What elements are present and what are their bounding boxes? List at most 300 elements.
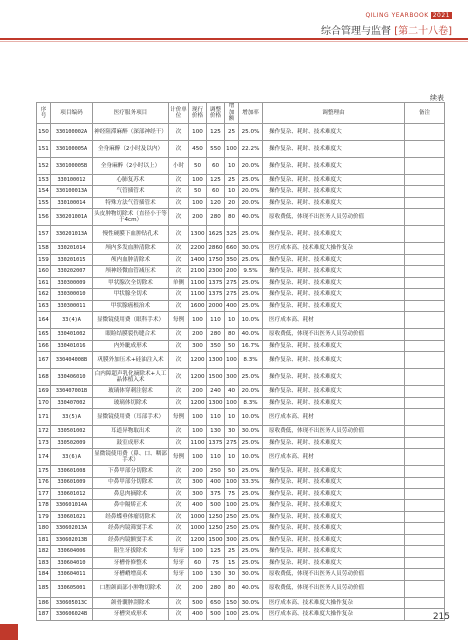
increase-amount: 75 xyxy=(225,488,239,499)
service-name: 甲状腺癌根治术 xyxy=(93,300,169,311)
row-number: 177 xyxy=(37,488,51,499)
current-price: 100 xyxy=(189,426,207,437)
page-header xyxy=(0,0,468,44)
adjusted-price: 1375 xyxy=(207,277,225,288)
service-name: 下鼻甲部分切除术 xyxy=(93,466,169,477)
table-row xyxy=(37,580,445,597)
service-name: 白内障超声乳化摘除术+人工晶体植入术 xyxy=(93,369,169,386)
increase-rate: 30.0% xyxy=(239,426,263,437)
remarks xyxy=(405,369,445,386)
increase-amount: 275 xyxy=(225,289,239,300)
remarks xyxy=(405,243,445,254)
service-name: 耳道异物取出术 xyxy=(93,426,169,437)
service-name: 全身麻醉（2小时以上） xyxy=(93,158,169,175)
remarks xyxy=(405,186,445,197)
adjustment-reason: 操作复杂、耗时、技术难度大 xyxy=(263,124,405,141)
adjusted-price: 1250 xyxy=(207,511,225,522)
row-number: 174 xyxy=(37,449,51,466)
increase-rate: 22.2% xyxy=(239,141,263,158)
increase-rate: 30.0% xyxy=(239,597,263,608)
table-row xyxy=(37,477,445,488)
item-code: 330605001 xyxy=(51,580,93,597)
row-number: 162 xyxy=(37,289,51,300)
row-number: 170 xyxy=(37,397,51,408)
increase-amount: 150 xyxy=(225,597,239,608)
item-code: 330502009 xyxy=(51,437,93,448)
increase-rate: 10.0% xyxy=(239,449,263,466)
current-price: 1000 xyxy=(189,511,207,522)
increase-amount: 200 xyxy=(225,266,239,277)
row-number: 186 xyxy=(37,597,51,608)
row-number: 159 xyxy=(37,254,51,265)
pricing-unit: 次 xyxy=(169,511,189,522)
item-code: 330406010 xyxy=(51,369,93,386)
adjustment-reason: 操作复杂、耗时、技术难度大 xyxy=(263,511,405,522)
adjustment-reason: 操作复杂、耗时、技术难度大 xyxy=(263,437,405,448)
pricing-unit: 次 xyxy=(169,243,189,254)
increase-amount: 30 xyxy=(225,426,239,437)
adjusted-price: 350 xyxy=(207,340,225,351)
remarks xyxy=(405,546,445,557)
increase-amount: 350 xyxy=(225,254,239,265)
increase-amount: 250 xyxy=(225,523,239,534)
increase-rate: 25.0% xyxy=(239,557,263,568)
current-price: 100 xyxy=(189,124,207,141)
current-price: 100 xyxy=(189,409,207,426)
table-row xyxy=(37,511,445,522)
year-badge: 2021 xyxy=(432,12,450,19)
increase-amount: 300 xyxy=(225,534,239,545)
service-name: 颌骨囊肿刮除术 xyxy=(93,597,169,608)
column-header: 计价单位 xyxy=(169,103,189,124)
remarks xyxy=(405,437,445,448)
pricing-unit: 次 xyxy=(169,340,189,351)
increase-amount: 100 xyxy=(225,397,239,408)
item-code: 33(5)A xyxy=(51,409,93,426)
remarks xyxy=(405,500,445,511)
increase-amount: 20 xyxy=(225,197,239,208)
increase-rate: 25.0% xyxy=(239,534,263,545)
increase-rate: 40.0% xyxy=(239,209,263,226)
remarks xyxy=(405,209,445,226)
service-name: 玻璃体穿刺注射术 xyxy=(93,386,169,397)
service-name: 显微镜使用费（鼻、口、咽部手术） xyxy=(93,449,169,466)
row-number: 179 xyxy=(37,511,51,522)
adjustment-reason: 操作复杂、耗时、技术难度大 xyxy=(263,254,405,265)
current-price: 300 xyxy=(189,340,207,351)
table-header xyxy=(37,103,445,124)
row-number: 151 xyxy=(37,141,51,158)
pricing-unit: 次 xyxy=(169,523,189,534)
adjusted-price: 60 xyxy=(207,186,225,197)
increase-amount: 100 xyxy=(225,609,239,620)
pricing-unit: 次 xyxy=(169,352,189,369)
service-name: 心肺复苏术 xyxy=(93,175,169,186)
remarks xyxy=(405,466,445,477)
current-price: 100 xyxy=(189,569,207,580)
current-price: 300 xyxy=(189,488,207,499)
pricing-unit: 次 xyxy=(169,426,189,437)
item-code: 330300009 xyxy=(51,277,93,288)
remarks xyxy=(405,523,445,534)
current-price: 400 xyxy=(189,609,207,620)
service-name: 气管插管术 xyxy=(93,186,169,197)
item-code: 33(4)A xyxy=(51,312,93,329)
adjustment-reason: 原收费低，体现不出医务人员劳动价值 xyxy=(263,426,405,437)
item-code: 330604011 xyxy=(51,569,93,580)
table-row xyxy=(37,340,445,351)
remarks xyxy=(405,409,445,426)
table-row xyxy=(37,609,445,620)
column-header: 备注 xyxy=(405,103,445,124)
service-name: 头皮肿物切除术（直径小于等于4cm） xyxy=(93,209,169,226)
row-number: 165 xyxy=(37,329,51,340)
pricing-unit: 次 xyxy=(169,488,189,499)
service-name: 牙槽嵴增高术 xyxy=(93,569,169,580)
current-price: 60 xyxy=(189,557,207,568)
row-number: 153 xyxy=(37,175,51,186)
item-code: 330605013C xyxy=(51,597,93,608)
increase-rate: 10.0% xyxy=(239,409,263,426)
pricing-unit: 次 xyxy=(169,226,189,243)
table-row xyxy=(37,437,445,448)
adjustment-reason: 操作复杂、耗时、技术难度大 xyxy=(263,546,405,557)
row-number: 169 xyxy=(37,386,51,397)
service-name: 颅内血肿清除术 xyxy=(93,254,169,265)
column-header: 项目编码 xyxy=(51,103,93,124)
increase-amount: 50 xyxy=(225,466,239,477)
yearbook-label xyxy=(365,12,452,19)
increase-rate: 30.0% xyxy=(239,569,263,580)
adjusted-price: 250 xyxy=(207,466,225,477)
current-price: 1200 xyxy=(189,352,207,369)
row-number: 167 xyxy=(37,352,51,369)
adjusted-price: 1500 xyxy=(207,534,225,545)
remarks xyxy=(405,141,445,158)
pricing-unit: 次 xyxy=(169,186,189,197)
adjusted-price: 1625 xyxy=(207,226,225,243)
adjusted-price: 280 xyxy=(207,580,225,597)
current-price: 1400 xyxy=(189,254,207,265)
header-rule xyxy=(0,38,468,40)
service-name: 经鼻蝶垂体瘤切除术 xyxy=(93,511,169,522)
table-row xyxy=(37,175,445,186)
volume-label: [第二十八卷] xyxy=(394,26,452,37)
adjusted-price: 130 xyxy=(207,426,225,437)
current-price: 1300 xyxy=(189,226,207,243)
adjusted-price: 1375 xyxy=(207,289,225,300)
item-code: 330602013A xyxy=(51,523,93,534)
row-number: 175 xyxy=(37,466,51,477)
remarks xyxy=(405,312,445,329)
column-header: 增加额 xyxy=(225,103,239,124)
service-name: 阻生牙拔除术 xyxy=(93,546,169,557)
adjustment-reason: 原收费低，体现不出医务人员劳动价值 xyxy=(263,580,405,597)
yearbook-title: QILING YEARBOOK xyxy=(365,12,429,19)
pricing-unit: 次 xyxy=(169,266,189,277)
table-row xyxy=(37,124,445,141)
adjustment-reason: 操作复杂、耗时、技术难度大 xyxy=(263,557,405,568)
adjustment-reason: 操作复杂、耗时、技术难度大 xyxy=(263,477,405,488)
row-number: 155 xyxy=(37,197,51,208)
header-row xyxy=(37,103,445,124)
adjusted-price: 75 xyxy=(207,557,225,568)
item-code: 330601008 xyxy=(51,466,93,477)
adjusted-price: 125 xyxy=(207,175,225,186)
adjustment-reason: 操作复杂、耗时、技术难度大 xyxy=(263,175,405,186)
service-name: 巩膜外加压术+硅油注入术 xyxy=(93,352,169,369)
pricing-unit: 每例 xyxy=(169,312,189,329)
increase-rate: 25.0% xyxy=(239,175,263,186)
table-row xyxy=(37,186,445,197)
item-code: 330100005B xyxy=(51,158,93,175)
row-number: 150 xyxy=(37,124,51,141)
adjusted-price: 1375 xyxy=(207,437,225,448)
pricing-unit: 次 xyxy=(169,477,189,488)
increase-rate: 20.0% xyxy=(239,197,263,208)
item-code: 330601014A xyxy=(51,500,93,511)
increase-amount: 30 xyxy=(225,569,239,580)
pricing-unit: 次 xyxy=(169,289,189,300)
pricing-unit: 次 xyxy=(169,329,189,340)
current-price: 500 xyxy=(189,597,207,608)
table-row xyxy=(37,289,445,300)
pricing-unit: 次 xyxy=(169,209,189,226)
increase-amount: 325 xyxy=(225,226,239,243)
adjusted-price: 110 xyxy=(207,409,225,426)
remarks xyxy=(405,397,445,408)
service-name: 玻璃体切除术 xyxy=(93,397,169,408)
increase-amount: 100 xyxy=(225,477,239,488)
service-name: 眼睑结膜裂伤缝合术 xyxy=(93,329,169,340)
adjustment-reason: 操作复杂、耗时、技术难度大 xyxy=(263,266,405,277)
adjustment-reason: 操作复杂、耗时、技术难度大 xyxy=(263,197,405,208)
table-row xyxy=(37,277,445,288)
item-code: 330501002 xyxy=(51,426,93,437)
service-name: 全身麻醉（2小时及以内） xyxy=(93,141,169,158)
table-row xyxy=(37,397,445,408)
current-price: 100 xyxy=(189,175,207,186)
item-code: 33(6)A xyxy=(51,449,93,466)
row-number: 187 xyxy=(37,609,51,620)
increase-amount: 25 xyxy=(225,175,239,186)
adjustment-reason: 操作复杂、耗时、技术难度大 xyxy=(263,369,405,386)
table-row xyxy=(37,226,445,243)
pricing-unit: 次 xyxy=(169,124,189,141)
pricing-unit: 次 xyxy=(169,597,189,608)
service-name: 甲状腺全切术 xyxy=(93,289,169,300)
increase-rate: 25.0% xyxy=(239,546,263,557)
increase-amount: 50 xyxy=(225,340,239,351)
row-number: 154 xyxy=(37,186,51,197)
remarks xyxy=(405,352,445,369)
adjustment-reason: 操作复杂、耗时、技术难度大 xyxy=(263,488,405,499)
service-name: 中鼻甲部分切除术 xyxy=(93,477,169,488)
item-code: 330401016 xyxy=(51,340,93,351)
row-number: 178 xyxy=(37,500,51,511)
increase-amount: 660 xyxy=(225,243,239,254)
pricing-unit: 次 xyxy=(169,300,189,311)
remarks xyxy=(405,449,445,466)
adjusted-price: 500 xyxy=(207,500,225,511)
increase-amount: 25 xyxy=(225,546,239,557)
increase-amount: 100 xyxy=(225,500,239,511)
column-header: 序号 xyxy=(37,103,51,124)
service-name: 鼻中隔矫正术 xyxy=(93,500,169,511)
adjustment-reason: 操作复杂、耗时、技术难度大 xyxy=(263,289,405,300)
adjustment-reason: 医疗成本高、耗材 xyxy=(263,449,405,466)
table-row xyxy=(37,243,445,254)
adjusted-price: 125 xyxy=(207,124,225,141)
row-number: 161 xyxy=(37,277,51,288)
increase-amount: 10 xyxy=(225,449,239,466)
remarks xyxy=(405,597,445,608)
row-number: 152 xyxy=(37,158,51,175)
current-price: 50 xyxy=(189,158,207,175)
increase-amount: 100 xyxy=(225,141,239,158)
adjusted-price: 125 xyxy=(207,546,225,557)
remarks xyxy=(405,289,445,300)
adjusted-price: 60 xyxy=(207,158,225,175)
increase-amount: 80 xyxy=(225,580,239,597)
row-number: 164 xyxy=(37,312,51,329)
item-code: 330300010 xyxy=(51,289,93,300)
row-number: 160 xyxy=(37,266,51,277)
adjustment-reason: 操作复杂、耗时、技术难度大 xyxy=(263,226,405,243)
item-code: 330201014 xyxy=(51,243,93,254)
remarks xyxy=(405,266,445,277)
table-row xyxy=(37,141,445,158)
adjustment-reason: 操作复杂、耗时、技术难度大 xyxy=(263,141,405,158)
adjustment-reason: 操作复杂、耗时、技术难度大 xyxy=(263,523,405,534)
item-code: 330201013A xyxy=(51,226,93,243)
increase-rate: 25.0% xyxy=(239,124,263,141)
pricing-unit: 次 xyxy=(169,397,189,408)
pricing-unit: 每例 xyxy=(169,449,189,466)
increase-amount: 15 xyxy=(225,557,239,568)
adjustment-reason: 医疗成本高、技术难度大操作复杂 xyxy=(263,597,405,608)
increase-amount: 300 xyxy=(225,369,239,386)
adjustment-reason: 原收费低，体现不出医务人员劳动价值 xyxy=(263,209,405,226)
adjustment-reason: 医疗成本高、耗材 xyxy=(263,409,405,426)
item-code: 330201015 xyxy=(51,254,93,265)
table-body xyxy=(37,124,445,621)
table-row xyxy=(37,557,445,568)
increase-rate: 25.0% xyxy=(239,466,263,477)
increase-amount: 10 xyxy=(225,409,239,426)
current-price: 300 xyxy=(189,477,207,488)
increase-amount: 25 xyxy=(225,124,239,141)
increase-rate: 20.0% xyxy=(239,158,263,175)
increase-rate: 25.0% xyxy=(239,277,263,288)
current-price: 50 xyxy=(189,186,207,197)
current-price: 200 xyxy=(189,209,207,226)
pricing-unit: 次 xyxy=(169,534,189,545)
pricing-unit: 次 xyxy=(169,466,189,477)
increase-rate: 25.0% xyxy=(239,226,263,243)
table-row xyxy=(37,329,445,340)
pricing-unit: 每例 xyxy=(169,409,189,426)
adjustment-reason: 医疗成本高、技术难度大操作复杂 xyxy=(263,243,405,254)
table-row xyxy=(37,449,445,466)
increase-rate: 8.3% xyxy=(239,352,263,369)
adjusted-price: 375 xyxy=(207,488,225,499)
current-price: 2200 xyxy=(189,243,207,254)
increase-rate: 25.0% xyxy=(239,254,263,265)
adjusted-price: 240 xyxy=(207,386,225,397)
increase-rate: 40.0% xyxy=(239,329,263,340)
remarks xyxy=(405,277,445,288)
item-code: 330606024B xyxy=(51,609,93,620)
pricing-unit: 次 xyxy=(169,609,189,620)
service-name: 显微镜使用费（耳部手术） xyxy=(93,409,169,426)
remarks xyxy=(405,477,445,488)
row-number: 158 xyxy=(37,243,51,254)
table-row xyxy=(37,426,445,437)
adjustment-reason: 操作复杂、耗时、技术难度大 xyxy=(263,186,405,197)
pricing-unit: 次 xyxy=(169,437,189,448)
adjusted-price: 1300 xyxy=(207,352,225,369)
service-name: 牙槽骨修整术 xyxy=(93,557,169,568)
row-number: 181 xyxy=(37,534,51,545)
increase-amount: 80 xyxy=(225,209,239,226)
adjustment-reason: 操作复杂、耗时、技术难度大 xyxy=(263,340,405,351)
increase-rate: 25.0% xyxy=(239,289,263,300)
item-code: 330100013A xyxy=(51,186,93,197)
adjustment-reason: 操作复杂、耗时、技术难度大 xyxy=(263,466,405,477)
current-price: 100 xyxy=(189,546,207,557)
item-code: 330401002 xyxy=(51,329,93,340)
pricing-unit: 次 xyxy=(169,175,189,186)
row-number: 157 xyxy=(37,226,51,243)
current-price: 200 xyxy=(189,466,207,477)
row-number: 184 xyxy=(37,569,51,580)
table-row xyxy=(37,523,445,534)
row-number: 180 xyxy=(37,523,51,534)
increase-rate: 25.0% xyxy=(239,369,263,386)
increase-amount: 10 xyxy=(225,158,239,175)
remarks xyxy=(405,124,445,141)
item-code: 330404008B xyxy=(51,352,93,369)
row-number: 166 xyxy=(37,340,51,351)
adjusted-price: 500 xyxy=(207,609,225,620)
increase-rate: 20.0% xyxy=(239,386,263,397)
current-price: 1100 xyxy=(189,289,207,300)
item-code: 330201001A xyxy=(51,209,93,226)
current-price: 200 xyxy=(189,329,207,340)
service-name: 经鼻内镜额窦手术 xyxy=(93,534,169,545)
remarks xyxy=(405,569,445,580)
adjustment-reason: 操作复杂、耗时、技术难度大 xyxy=(263,352,405,369)
increase-rate: 8.3% xyxy=(239,397,263,408)
table-row xyxy=(37,266,445,277)
increase-amount: 275 xyxy=(225,437,239,448)
section-title xyxy=(321,22,452,37)
adjustment-reason: 操作复杂、耗时、技术难度大 xyxy=(263,300,405,311)
table-row xyxy=(37,386,445,397)
table-row xyxy=(37,597,445,608)
current-price: 1100 xyxy=(189,277,207,288)
increase-amount: 10 xyxy=(225,312,239,329)
adjustment-reason: 医疗成本高、技术难度大操作复杂 xyxy=(263,609,405,620)
current-price: 1200 xyxy=(189,534,207,545)
continued-label: 续表 xyxy=(430,94,444,102)
service-name: 特殊方法气管插管术 xyxy=(93,197,169,208)
item-code: 330407002 xyxy=(51,397,93,408)
adjusted-price: 120 xyxy=(207,197,225,208)
remarks xyxy=(405,557,445,568)
current-price: 2100 xyxy=(189,266,207,277)
